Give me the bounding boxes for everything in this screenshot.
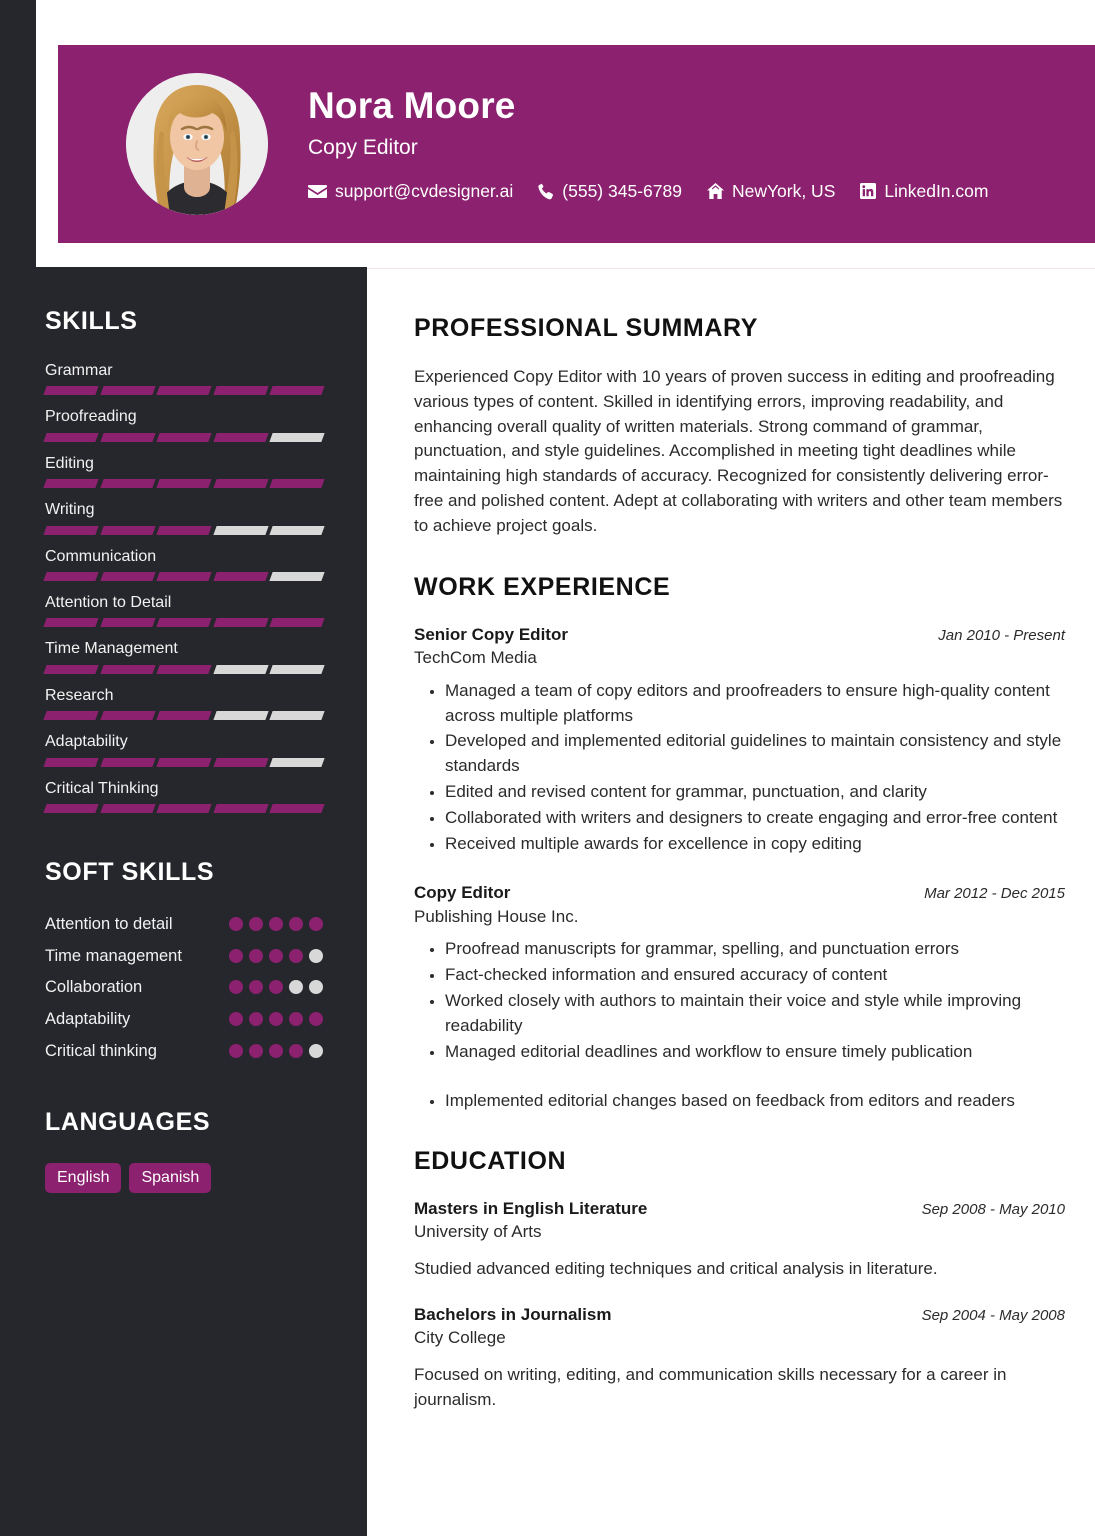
skill-level-bar <box>45 479 323 488</box>
soft-skill-rating <box>229 913 323 931</box>
skill-label: Writing <box>45 501 95 519</box>
soft-skills-list <box>45 913 323 1063</box>
skill-row <box>45 640 323 673</box>
skill-segment <box>157 758 212 767</box>
main-content <box>367 269 1095 1435</box>
rating-dot <box>269 1044 283 1058</box>
rating-dot <box>289 980 303 994</box>
skill-segment <box>213 526 268 535</box>
experience-bullets <box>414 937 1065 1064</box>
skill-segment <box>157 433 212 442</box>
languages-list <box>45 1163 323 1194</box>
rating-dot <box>309 980 323 994</box>
skill-segment <box>157 618 212 627</box>
soft-skill-rating <box>229 945 323 963</box>
skill-row <box>45 594 323 627</box>
skill-segment <box>157 665 212 674</box>
contact-email[interactable] <box>308 181 513 202</box>
skill-label: Time Management <box>45 640 178 658</box>
education-school: City College <box>414 1328 506 1348</box>
skill-label: Proofreading <box>45 408 137 426</box>
education-date: Sep 2004 - May 2008 <box>921 1307 1065 1325</box>
skill-level-bar <box>45 711 323 720</box>
list-item: • Proofread manuscripts for grammar, spelling, and punctuation errors <box>445 937 1065 962</box>
education-description: Focused on writing, editing, and communication skills necessary for a career in journalism. <box>414 1365 1007 1409</box>
rating-dot <box>249 949 263 963</box>
skill-segment <box>270 618 325 627</box>
experience-list <box>414 624 1065 1114</box>
contact-list <box>308 181 988 202</box>
header-text-block <box>308 86 988 202</box>
soft-skill-row <box>45 1040 323 1063</box>
skill-level-bar <box>45 665 323 674</box>
skill-segment <box>270 526 325 535</box>
skill-segment <box>43 386 98 395</box>
language-chip: English <box>45 1163 121 1194</box>
skill-row <box>45 455 323 488</box>
soft-skill-label: Collaboration <box>45 978 143 997</box>
languages-heading: LANGUAGES <box>45 1107 211 1136</box>
soft-skill-row <box>45 913 323 936</box>
skill-segment <box>213 479 268 488</box>
skill-segment <box>157 526 212 535</box>
experience-date: Jan 2010 - Present <box>938 626 1065 644</box>
education-school: University of Arts <box>414 1222 542 1242</box>
sidebar-content <box>0 267 367 1193</box>
rating-dot <box>269 917 283 931</box>
skill-segment <box>100 572 155 581</box>
experience-title: Senior Copy Editor <box>414 624 568 644</box>
rating-dot <box>289 1012 303 1026</box>
job-title: Copy Editor <box>308 135 418 159</box>
experience-bullets-extra <box>414 1089 1065 1114</box>
soft-skill-label: Time management <box>45 946 182 965</box>
skill-segment <box>43 572 98 581</box>
skill-segment <box>270 711 325 720</box>
education-entry <box>414 1304 1065 1413</box>
skill-segment <box>43 758 98 767</box>
skill-segment <box>213 618 268 627</box>
rating-dot <box>309 917 323 931</box>
list-item: • Edited and revised content for grammar, punctuation, and clarity <box>445 780 1065 805</box>
skill-label: Grammar <box>45 362 113 379</box>
skill-segment <box>43 433 98 442</box>
skill-level-bar <box>45 618 323 627</box>
skill-segment <box>100 433 155 442</box>
rating-dot <box>229 1012 243 1026</box>
skill-segment <box>100 526 155 535</box>
soft-skill-row <box>45 945 323 968</box>
skill-segment <box>100 618 155 627</box>
list-item: • Managed editorial deadlines and workflow to ensure timely publication <box>445 1040 1065 1065</box>
education-degree: Bachelors in Journalism <box>414 1305 612 1325</box>
soft-skill-rating <box>229 1008 323 1026</box>
contact-location[interactable] <box>707 181 835 202</box>
rating-dot <box>309 1012 323 1026</box>
page-title: Nora Moore <box>308 85 516 127</box>
soft-skill-row <box>45 976 323 999</box>
list-item: • Worked closely with authors to maintain their voice and style while improving readability <box>445 989 1065 1039</box>
skill-row <box>45 362 323 395</box>
soft-skill-label: Attention to detail <box>45 914 173 933</box>
skill-segment <box>157 386 212 395</box>
skill-label: Adaptability <box>45 733 128 751</box>
experience-entry <box>414 882 1065 1113</box>
list-item: • Collaborated with writers and designers to create engaging and error-free content <box>445 806 1065 831</box>
skill-segment <box>43 479 98 488</box>
list-item: • Developed and implemented editorial guidelines to maintain consistency and style standards <box>445 729 1065 779</box>
summary-text: Experienced Copy Editor with 10 years of proven success in editing and proofreading various types of content. Skilled in identifying errors, improving readability, and enhancing overall quality of written materials. Strong command of grammar, punctuation, and style guidelines. Accomplished in meeting tight deadlines while maintaining high standards of accuracy. Recognized for consistently delivering error-free and polished content. Adept at collaborating with writers and other team members to achieve project goals. <box>414 367 1063 535</box>
rating-dot <box>289 1044 303 1058</box>
education-heading: EDUCATION <box>414 1147 567 1176</box>
education-entry <box>414 1198 1065 1282</box>
contact-email-text: support@cvdesigner.ai <box>335 180 514 201</box>
language-chip: Spanish <box>129 1163 211 1194</box>
rating-dot <box>289 917 303 931</box>
experience-entry-header <box>414 624 1065 646</box>
rating-dot <box>249 1012 263 1026</box>
education-list <box>414 1198 1065 1413</box>
skill-level-bar <box>45 572 323 581</box>
skill-level-bar <box>45 386 323 395</box>
skill-segment <box>270 758 325 767</box>
skill-segment <box>213 386 268 395</box>
skill-segment <box>100 804 155 813</box>
rating-dot <box>309 1044 323 1058</box>
rating-dot <box>269 949 283 963</box>
skill-segment <box>100 665 155 674</box>
experience-entry-header <box>414 882 1065 904</box>
skill-label: Communication <box>45 547 157 565</box>
skill-segment <box>213 711 268 720</box>
skill-segment <box>157 572 212 581</box>
skill-segment <box>270 433 325 442</box>
skill-segment <box>213 572 268 581</box>
rating-dot <box>289 949 303 963</box>
skill-segment <box>157 711 212 720</box>
summary-heading: PROFESSIONAL SUMMARY <box>414 314 758 342</box>
skill-segment <box>43 665 98 674</box>
soft-skill-label: Critical thinking <box>45 1041 157 1060</box>
skills-list <box>45 362 323 813</box>
skill-row <box>45 408 323 441</box>
contact-location-text: NewYork, US <box>731 180 836 201</box>
experience-entry <box>414 624 1065 857</box>
skill-segment <box>213 433 268 442</box>
skill-level-bar <box>45 526 323 535</box>
skill-segment <box>100 479 155 488</box>
skill-segment <box>270 572 325 581</box>
skill-label: Attention to Detail <box>45 593 172 611</box>
skill-segment <box>270 386 325 395</box>
skill-segment <box>43 526 98 535</box>
soft-skill-rating <box>229 976 323 994</box>
skill-row <box>45 501 323 534</box>
rating-dot <box>229 980 243 994</box>
soft-skill-rating <box>229 1040 323 1058</box>
rating-dot <box>229 949 243 963</box>
contact-linkedin-text: LinkedIn.com <box>884 180 989 201</box>
skill-label: Editing <box>45 454 94 472</box>
education-entry-header <box>414 1198 1065 1220</box>
list-item: • Fact-checked information and ensured accuracy of content <box>445 963 1065 988</box>
rating-dot <box>309 949 323 963</box>
list-item: • Implemented editorial changes based on feedback from editors and readers <box>445 1089 1065 1114</box>
rating-dot <box>229 917 243 931</box>
contact-phone[interactable] <box>538 181 682 202</box>
education-entry-header <box>414 1304 1065 1326</box>
skill-segment <box>100 711 155 720</box>
home-icon <box>707 183 724 199</box>
linkedin-icon <box>860 183 876 199</box>
list-item: • Received multiple awards for excellence in copy editing <box>445 832 1065 857</box>
skill-row <box>45 687 323 720</box>
experience-organization: TechCom Media <box>414 647 537 667</box>
experience-organization: Publishing House Inc. <box>414 906 579 926</box>
contact-phone-text: (555) 345-6789 <box>562 180 682 201</box>
phone-icon <box>538 183 554 200</box>
rating-dot <box>249 917 263 931</box>
soft-skills-heading: SOFT SKILLS <box>45 857 215 886</box>
skill-segment <box>43 711 98 720</box>
rating-dot <box>249 1044 263 1058</box>
skill-segment <box>100 386 155 395</box>
rating-dot <box>229 1044 243 1058</box>
skill-label: Critical Thinking <box>45 779 159 797</box>
resume-header <box>58 45 1095 243</box>
rating-dot <box>269 980 283 994</box>
skill-level-bar <box>45 804 323 813</box>
experience-title: Copy Editor <box>414 883 511 903</box>
soft-skill-row <box>45 1008 323 1031</box>
skill-segment <box>270 479 325 488</box>
experience-date: Mar 2012 - Dec 2015 <box>924 885 1065 903</box>
skill-segment <box>213 804 268 813</box>
avatar <box>126 73 268 215</box>
skill-segment <box>100 758 155 767</box>
skill-row <box>45 548 323 581</box>
skill-segment <box>270 665 325 674</box>
rating-dot <box>249 980 263 994</box>
list-item: • Managed a team of copy editors and proofreaders to ensure high-quality content across multiple platforms <box>445 679 1065 729</box>
skill-row <box>45 733 323 766</box>
education-degree: Masters in English Literature <box>414 1199 648 1219</box>
experience-bullets <box>414 679 1065 857</box>
skill-label: Research <box>45 686 114 704</box>
skill-segment <box>213 758 268 767</box>
skill-row <box>45 780 323 813</box>
skill-level-bar <box>45 758 323 767</box>
soft-skill-label: Adaptability <box>45 1010 131 1029</box>
contact-linkedin[interactable] <box>860 181 988 202</box>
skill-segment <box>213 665 268 674</box>
skill-segment <box>157 479 212 488</box>
skill-segment <box>43 804 98 813</box>
rating-dot <box>269 1012 283 1026</box>
experience-heading: WORK EXPERIENCE <box>414 572 671 601</box>
envelope-icon <box>308 184 327 199</box>
education-description: Studied advanced editing techniques and critical analysis in literature. <box>414 1259 938 1279</box>
skill-segment <box>157 804 212 813</box>
skills-heading: SKILLS <box>45 307 138 335</box>
skill-segment <box>43 618 98 627</box>
skill-segment <box>270 804 325 813</box>
education-date: Sep 2008 - May 2010 <box>921 1201 1065 1219</box>
skill-level-bar <box>45 433 323 442</box>
